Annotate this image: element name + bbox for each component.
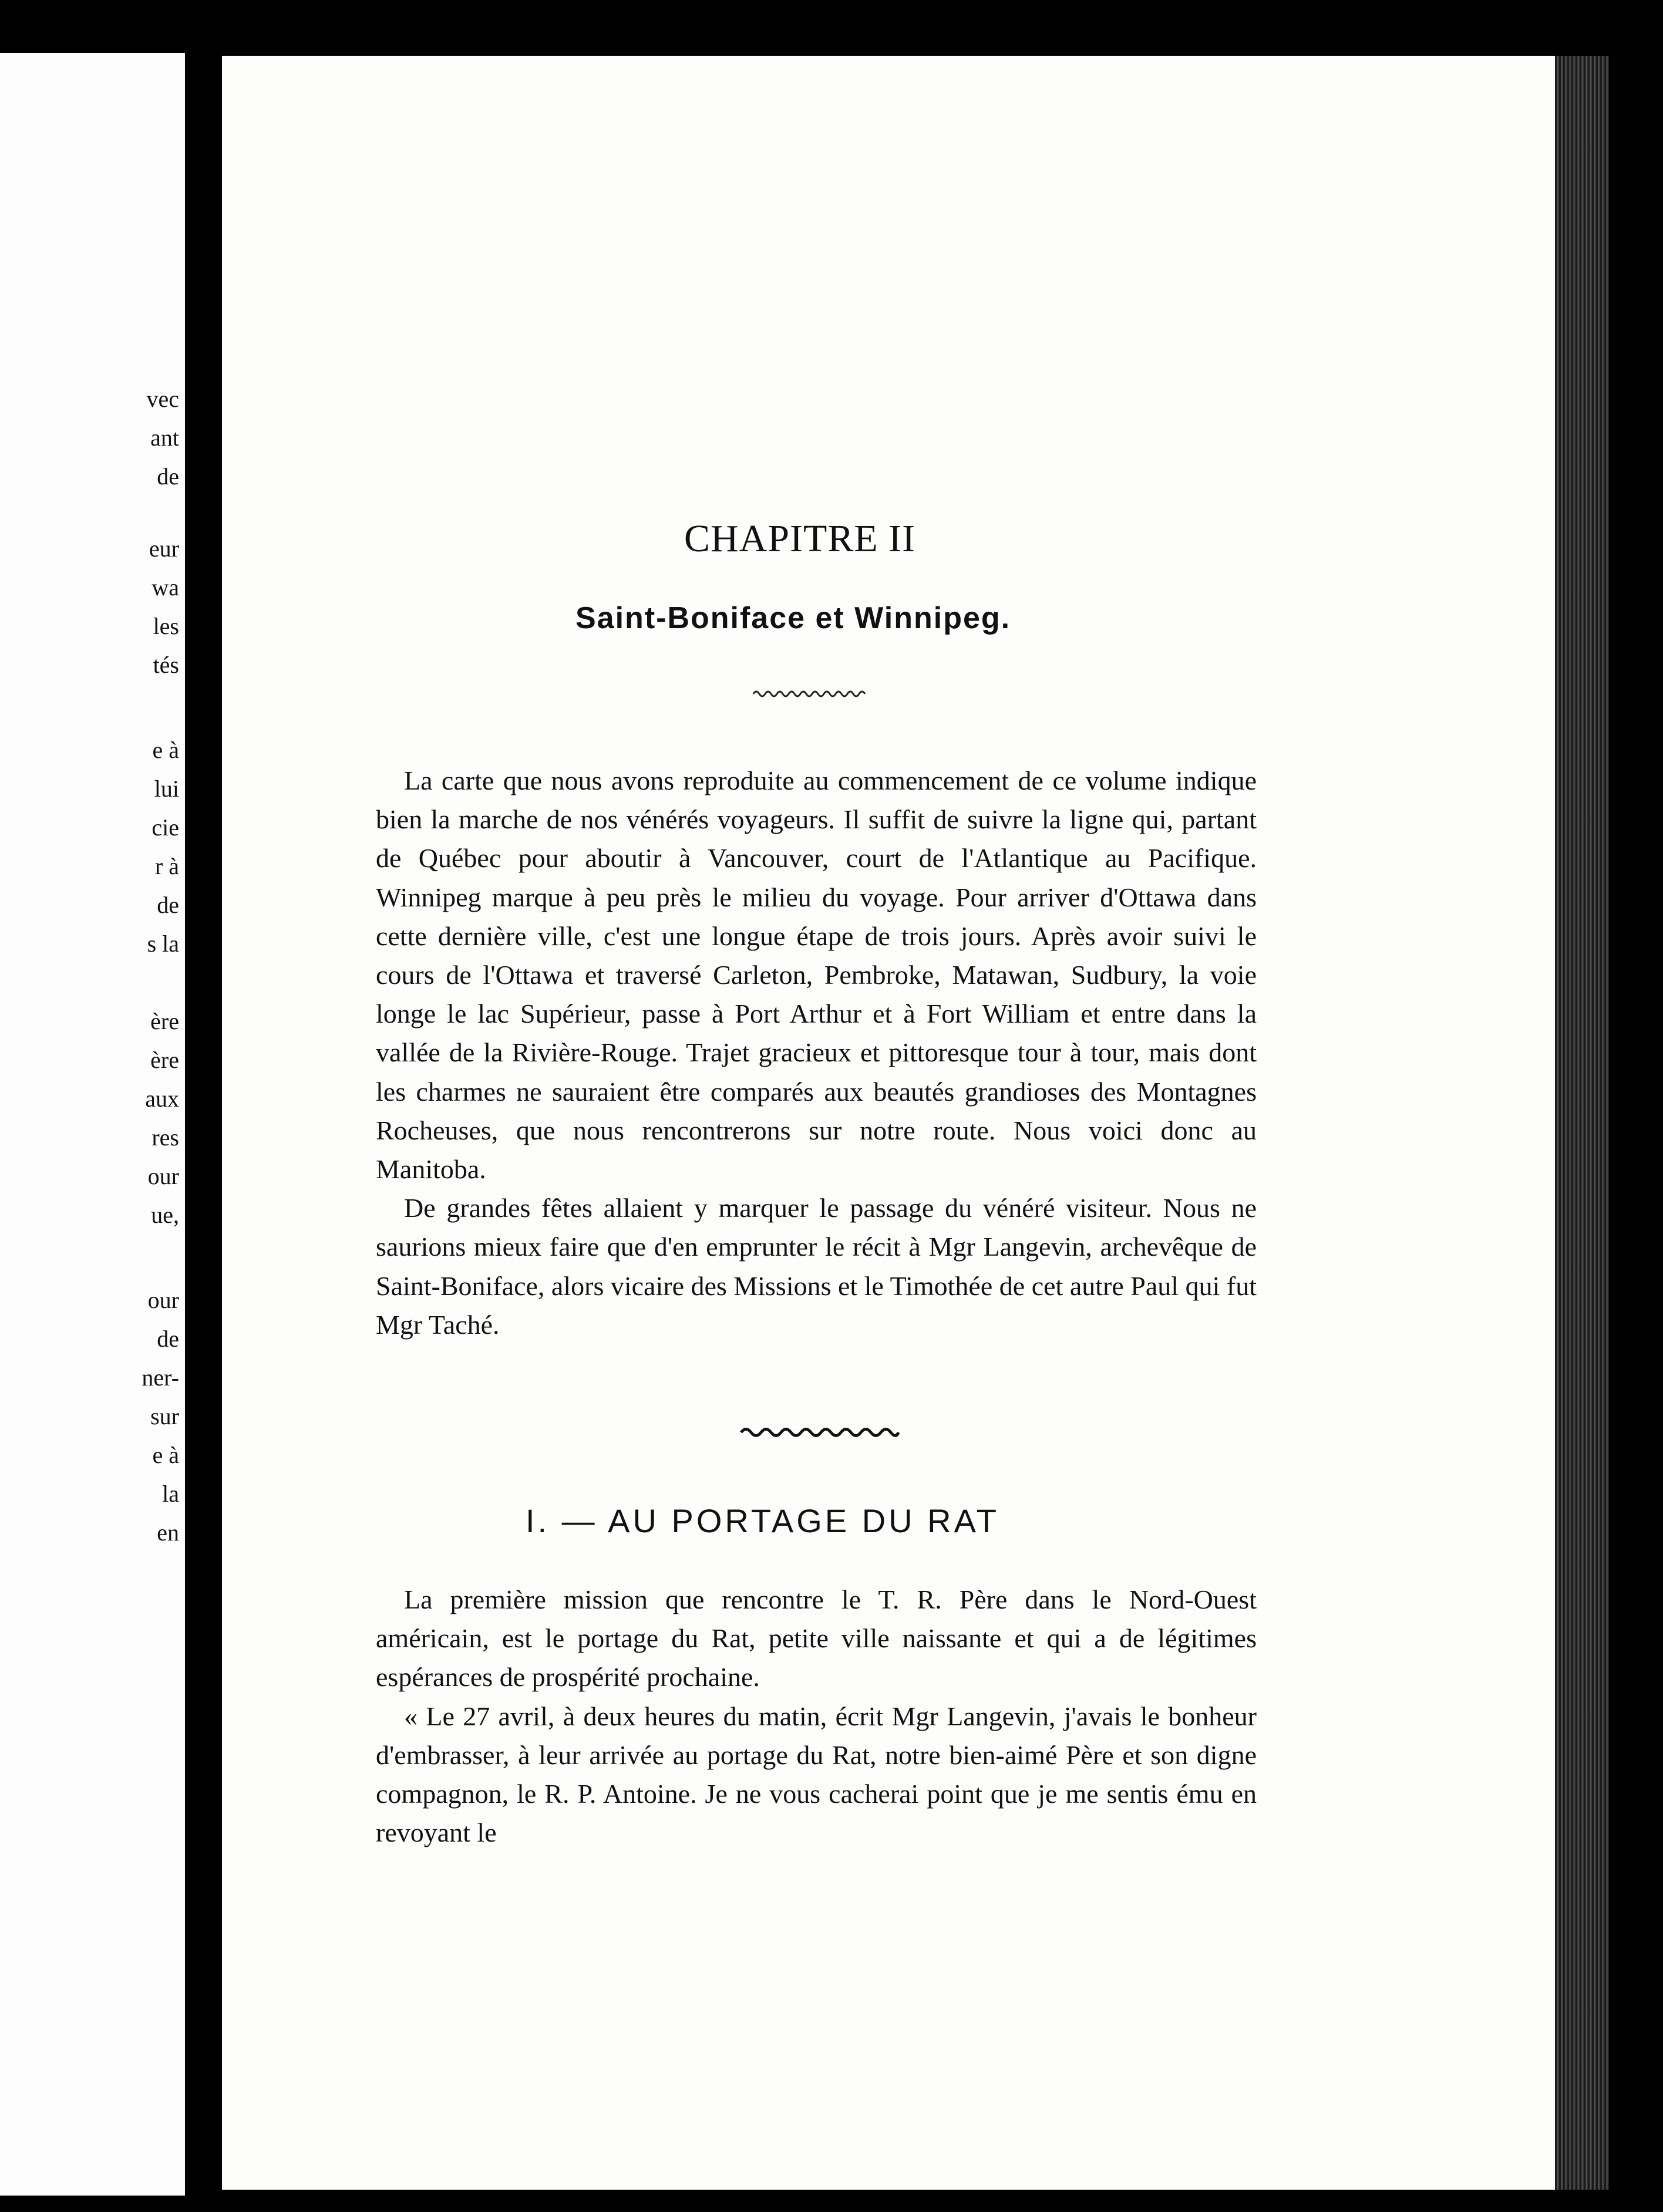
left-page-fragment: ère <box>150 1047 179 1073</box>
section-paragraph: « Le 27 avril, à deux heures du matin, écrit Mgr Langevin, j'avais le bonheur d'embrasser, à leur arrivée au portage du Rat, notre bien-aimé Père et son digne compagnon, le R. P. Antoine. Je ne vous cacherai point que je me sentis ému en revoyant le <box>376 1701 1257 1848</box>
intro-text <box>376 761 1257 1344</box>
left-page-fragment: our <box>147 1287 179 1313</box>
left-page-fragment: aux <box>145 1085 179 1112</box>
left-page-fragment: de <box>157 892 179 918</box>
intro-paragraph: De grandes fêtes allaient y marquer le passage du vénéré visiteur. Nous ne saurions mieux faire que d'en emprunter le récit à Mgr Langevin, archevêque de Saint-Boniface, alors vicaire des Missions et le Timothée de cet autre Paul qui fut Mgr Taché. <box>376 1193 1257 1340</box>
left-page-fragment: vec <box>146 386 179 412</box>
intro-paragraph: La carte que nous avons reproduite au commencement de ce volume indique bien la marche de nos vénérés voyageurs. Il suffit de suivre la ligne qui, partant de Québec pour aboutir à Vancouver, court de l'Atlantique au Pacifique. Winnipeg marque à peu près le milieu du voyage. Pour arriver d'Ottawa dans cette dernière ville, c'est une longue étape de trois jours. Après avoir suivi le cours de l'Ottawa et traversé Carleton, Pembroke, Matawan, Sudbury, la voie longe le lac Supérieur, passe à Port Arthur et à Fort William et entre dans la vallée de la Rivière-Rouge. Trajet gracieux et pittoresque tour à tour, mais dont les charmes ne sauraient être comparés aux beautés grandioses des Montagnes Rocheuses, que nous rencontrerons sur notre route. Nous voici donc au Manitoba. <box>376 766 1257 1185</box>
left-page-fragment: de <box>157 463 179 490</box>
left-facing-page <box>0 53 185 2196</box>
left-page-fragment: ère <box>150 1008 179 1034</box>
left-page-fragment: lui <box>154 775 179 802</box>
chapter-title: CHAPITRE II <box>684 517 916 560</box>
left-page-fragment: la <box>162 1481 179 1507</box>
section-heading: I. — AU PORTAGE DU RAT <box>526 1502 999 1539</box>
section-text <box>376 1580 1257 1852</box>
left-page-fragment: e à <box>152 737 179 763</box>
wavy-rule-ornament <box>753 688 865 700</box>
left-page-fragment: r à <box>154 853 179 879</box>
section-paragraph: La première mission que rencontre le T. R. Père dans le Nord-Ouest américain, est le portage du Rat, petite ville naissante et qui a de légitimes espérances de prospérité prochaine. <box>376 1584 1257 1692</box>
left-page-fragment: en <box>157 1519 179 1546</box>
left-page-fragment: sur <box>150 1403 179 1429</box>
left-page-fragment: tés <box>153 652 179 678</box>
chapter-subtitle: Saint-Boniface et Winnipeg. <box>575 601 1011 635</box>
left-page-fragment: our <box>147 1163 179 1189</box>
left-page-fragment: cie <box>152 814 179 841</box>
left-page-fragment: ue, <box>151 1202 179 1228</box>
left-page-fragment: wa <box>152 574 179 601</box>
left-page-fragment: les <box>153 613 179 639</box>
book-gutter <box>185 53 220 2196</box>
left-page-fragment: e à <box>152 1442 179 1468</box>
left-page-fragment: de <box>157 1326 179 1352</box>
wavy-divider-ornament <box>741 1425 898 1440</box>
left-page-fragment: ner- <box>142 1364 179 1391</box>
left-page-fragment: res <box>152 1124 179 1151</box>
left-page-fragment: ant <box>150 424 179 451</box>
left-page-fragment: eur <box>149 535 179 562</box>
page-stack-edge <box>1555 56 1609 2190</box>
left-page-fragment: s la <box>147 930 179 957</box>
